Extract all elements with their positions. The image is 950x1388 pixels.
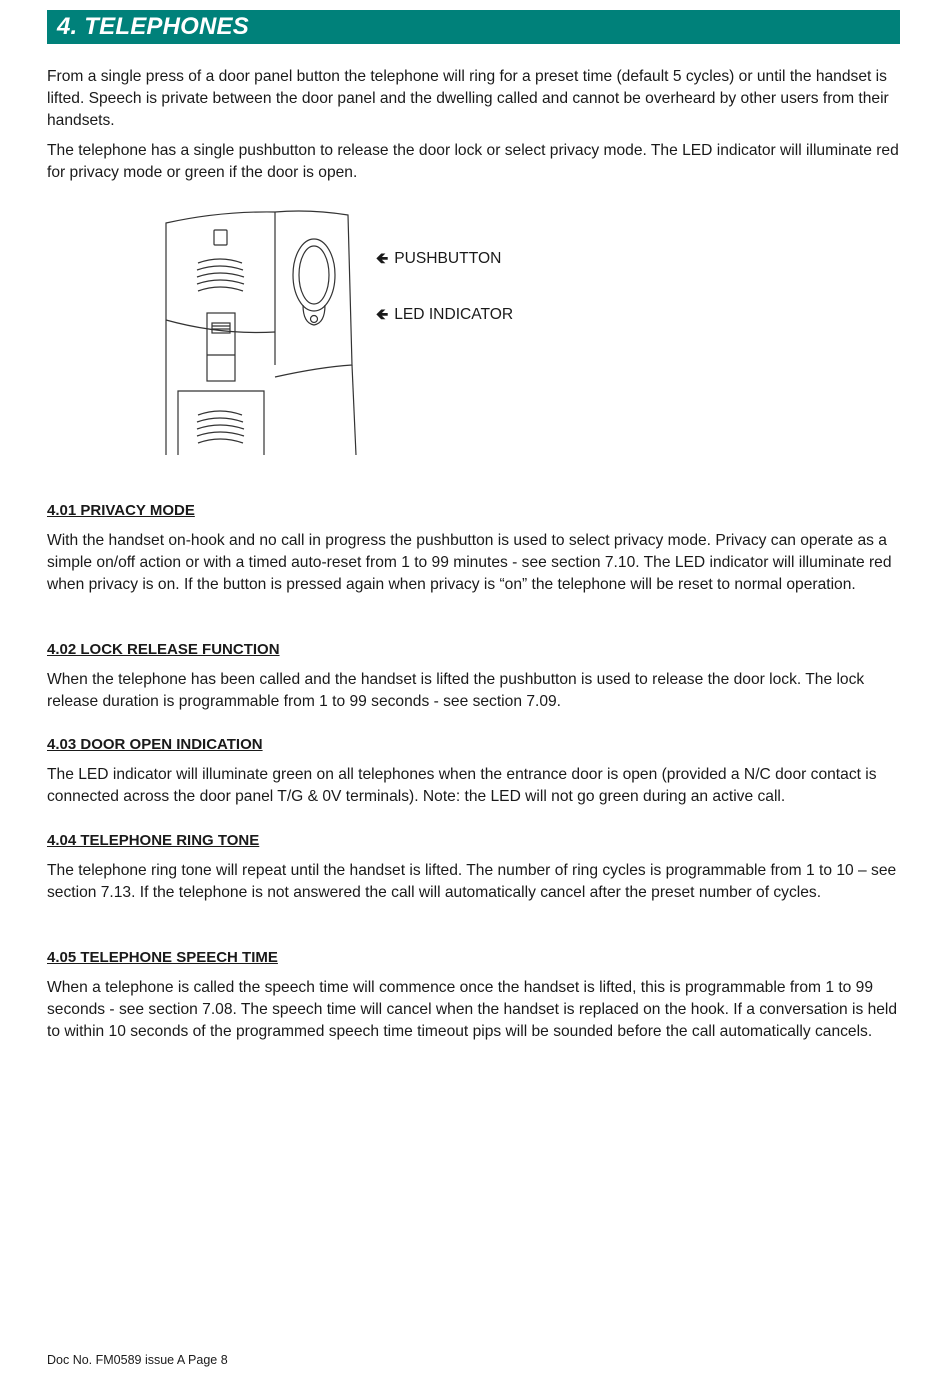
callout-led-indicator: [376, 305, 513, 325]
section-heading-ring-tone: 4.04 TELEPHONE RING TONE: [47, 832, 260, 849]
section-body-speech-time: When a telephone is called the speech time will commence once the handset is lifted, this is programmable from 1 to 99 seconds - see section 7.08. The speech time will cancel when the handset is replaced on the hook. If a conversation is held to within 10 seconds of the programmed speech time timeout pips will be sounded before the call automatically cancels.: [47, 979, 898, 1040]
handset-small-indicator: [214, 230, 227, 245]
intro-paragraph-2: The telephone has a single pushbutton to release the door lock or select privacy mode. The LED indicator will illuminate red for privacy mode or green if the door is open.: [47, 142, 899, 181]
mouthpiece-box: [178, 391, 264, 455]
telephone-drawing: [160, 205, 360, 457]
section-heading-speech-time: 4.05 TELEPHONE SPEECH TIME: [47, 949, 278, 966]
led-indicator-shape: [311, 316, 318, 323]
page-footer: Doc No. FM0589 issue A Page 8: [47, 1353, 228, 1367]
section-body-door-open: The LED indicator will illuminate green on all telephones when the entrance door is open (provided a N/C door contact is connected across the door panel T/G & 0V terminals). Note: the LED will not go green during an active call.: [47, 766, 877, 805]
arrow-left-icon: 🡸: [376, 306, 389, 323]
section-heading-door-open: 4.03 DOOR OPEN INDICATION: [47, 736, 263, 753]
base-outline: [275, 211, 352, 377]
arrow-left-icon: 🡸: [376, 250, 389, 267]
callout-label: LED INDICATOR: [394, 306, 514, 323]
telephone-illustration: [160, 205, 360, 457]
callout-label: PUSHBUTTON: [394, 250, 502, 267]
section-heading-privacy-mode: 4.01 PRIVACY MODE: [47, 502, 195, 519]
intro-paragraph-1: From a single press of a door panel button the telephone will ring for a preset time (default 5 cycles) or until the handset is lifted. Speech is private between the door panel and the dwelling called and cannot be overheard by other users from their handsets.: [47, 68, 889, 129]
section-body-lock-release: When the telephone has been called and the handset is lifted the pushbutton is used to release the door lock. The lock release duration is programmable from 1 to 99 seconds - see section 7.09.: [47, 671, 865, 710]
section-title: 4. TELEPHONES: [57, 13, 249, 40]
section-body-privacy-mode: With the handset on-hook and no call in progress the pushbutton is used to select privacy mode. Privacy can operate as a simple on/off action or with a timed auto-reset from 1 to 99 minutes - see section 7.10. The LED indicator will illuminate red when privacy is on. If the button is pressed again when privacy is “on” the telephone will be reset to normal operation.: [47, 532, 892, 593]
section-heading-lock-release: 4.02 LOCK RELEASE FUNCTION: [47, 641, 280, 658]
section-body-ring-tone: The telephone ring tone will repeat until the handset is lifted. The number of ring cycles is programmable from 1 to 10 – see section 7.13. If the telephone is not answered the call will automatically cancel after the preset number of cycles.: [47, 862, 897, 901]
callout-pushbutton: [376, 249, 501, 269]
section-banner: [47, 10, 900, 44]
